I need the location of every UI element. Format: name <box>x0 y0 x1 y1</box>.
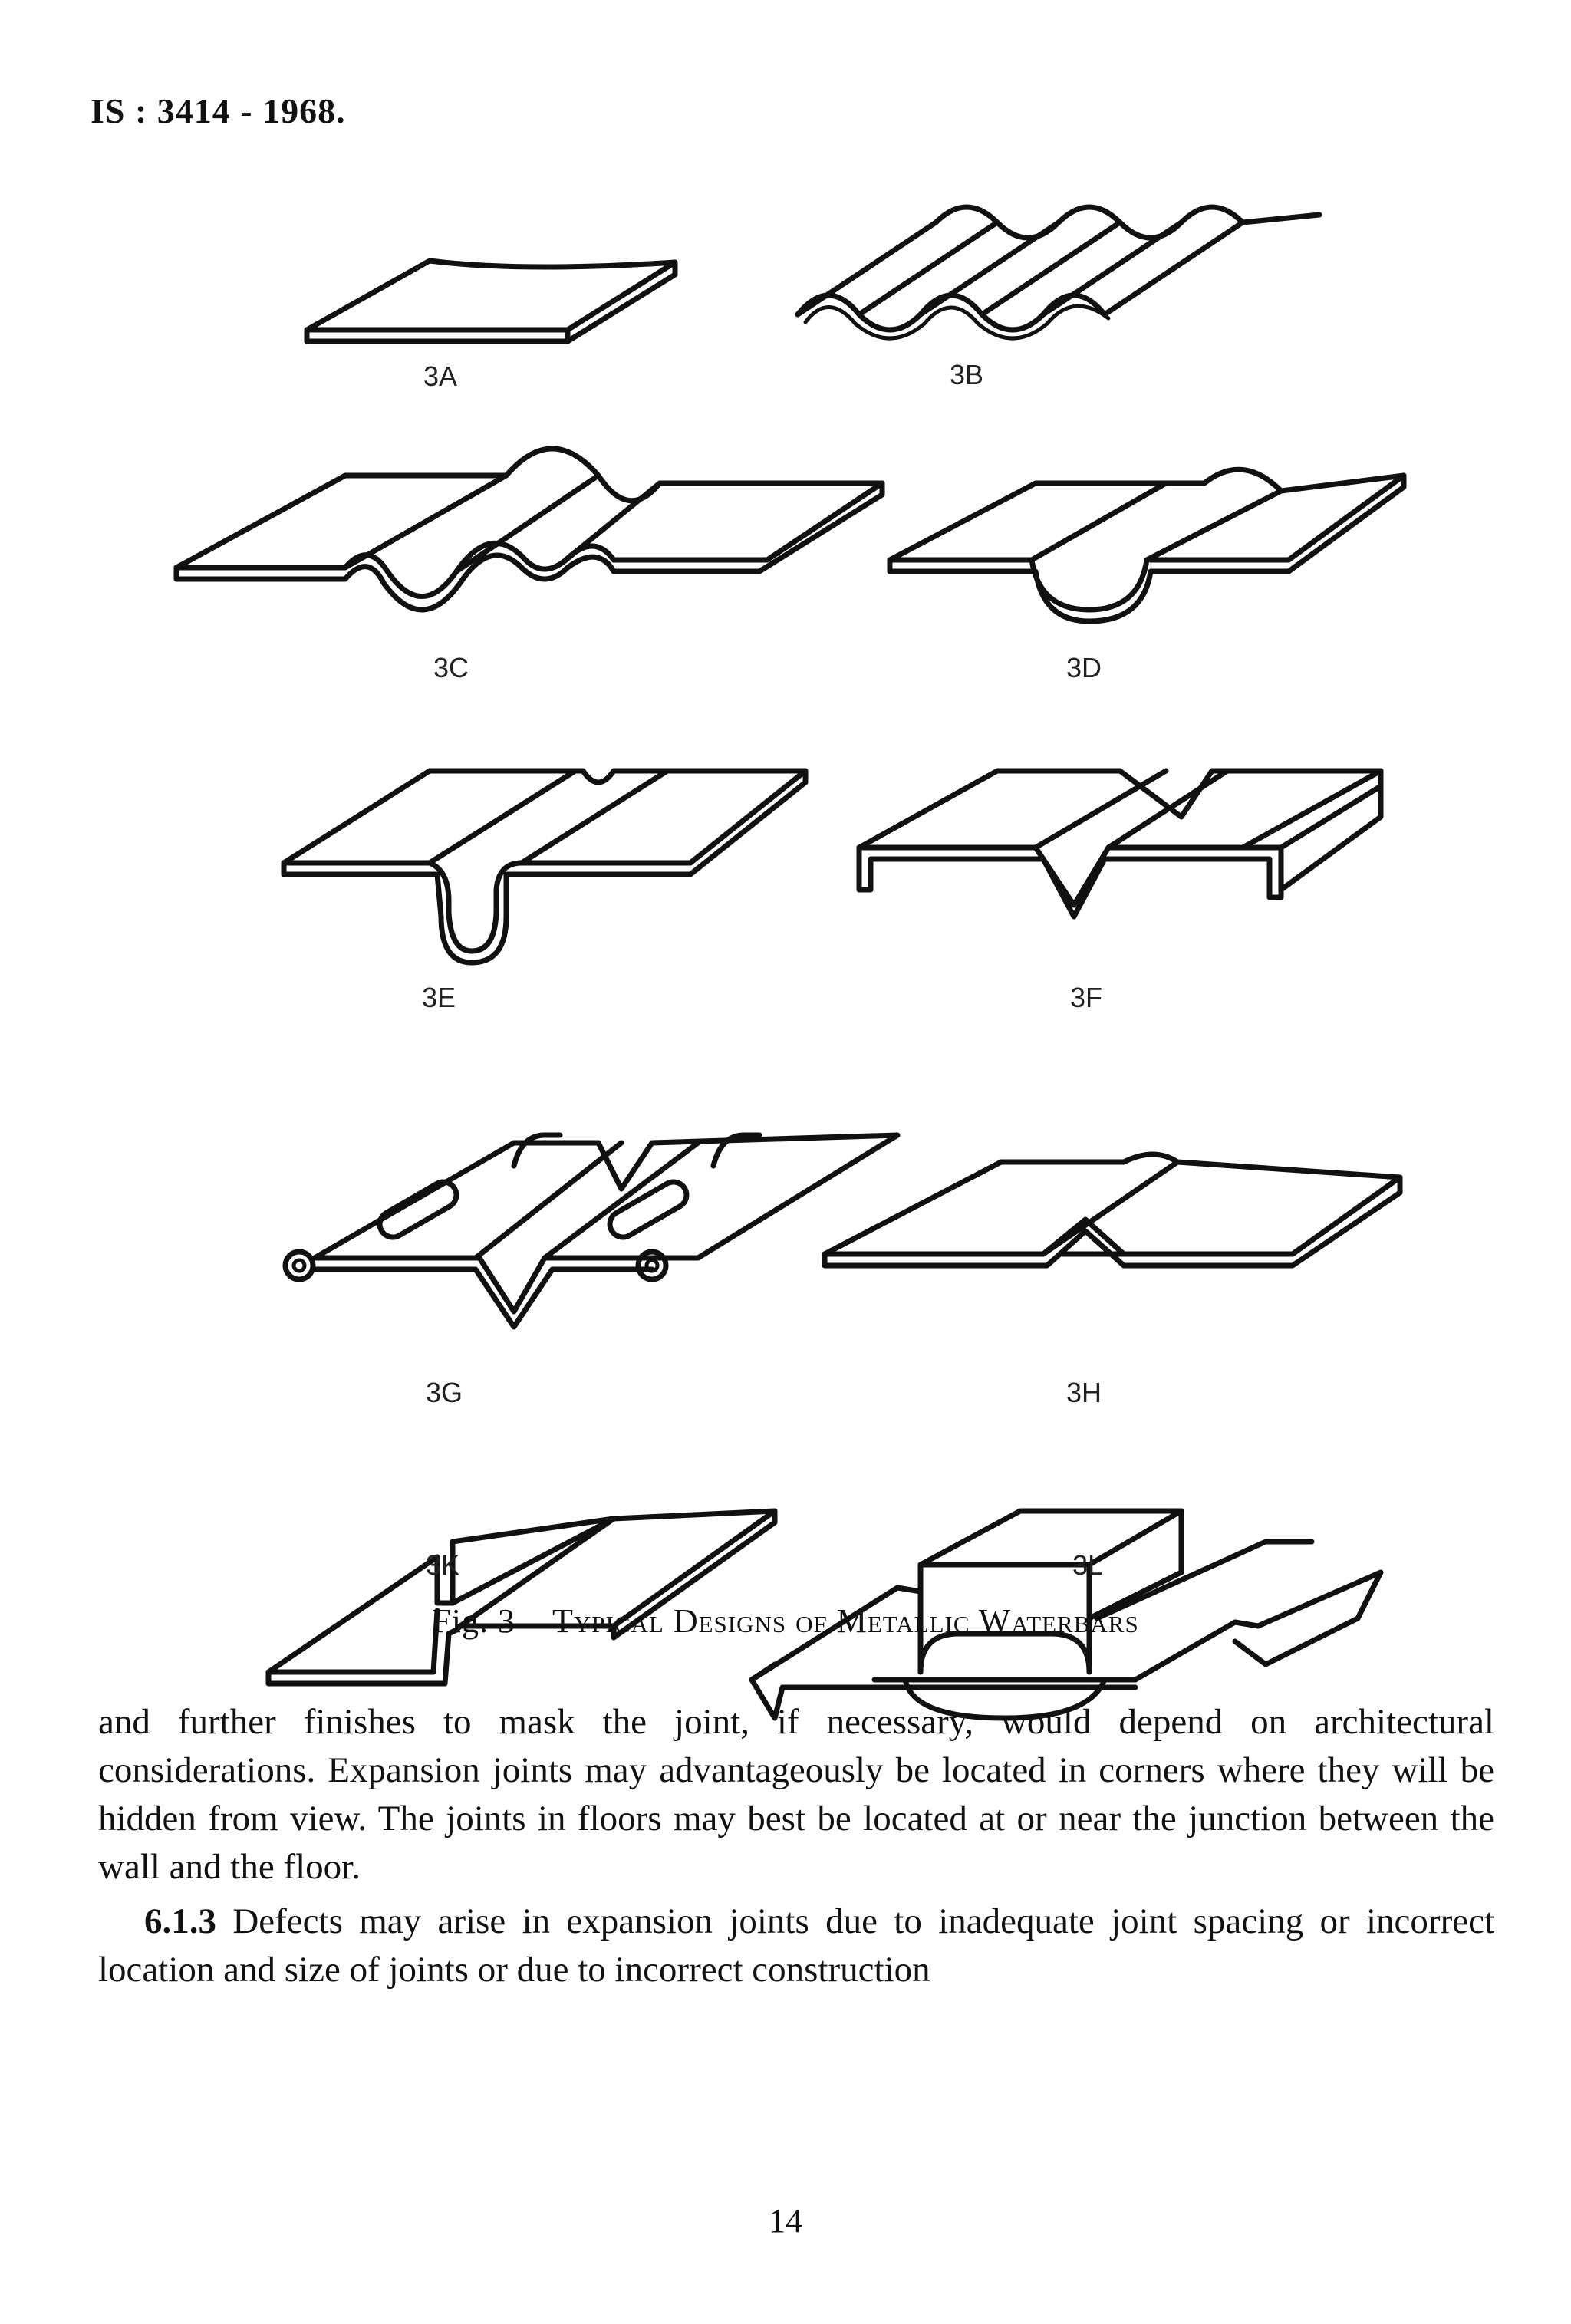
paragraph-1: and further finishes to mask the joint, if necessary, would depend on architectural considerations. Expansion joints may advantageously be located in corners where they will be hidden from view. The joints in floors may best be located at or near the junction between the wall and the floor. <box>98 1702 1494 1887</box>
figure-3h-drawing <box>817 1131 1415 1300</box>
figure-3k-drawing <box>253 1496 790 1695</box>
figure-caption <box>0 1601 1571 1641</box>
figure-number: Fig. 3 <box>432 1602 515 1640</box>
figure-3f-label: 3F <box>1070 982 1103 1013</box>
figure-3e-drawing <box>276 755 813 986</box>
figure-3c-drawing <box>169 437 905 637</box>
figure-3k-label: 3K <box>426 1549 460 1581</box>
standard-header: IS : 3414 - 1968. <box>91 91 346 130</box>
figure-3a-drawing <box>291 245 690 353</box>
paragraph-2-text: Defects may arise in expansion joints due to inadequate joint spacing or incorrect location and size of joints or due to incorrect construction <box>98 1901 1495 1990</box>
figure-3e-label: 3E <box>422 982 456 1013</box>
figure-3h-label: 3H <box>1066 1377 1102 1408</box>
figure-title: Typical Designs of Metallic Waterbars <box>552 1602 1139 1640</box>
paragraph-2 <box>98 1898 1494 1994</box>
figure-3b-label: 3B <box>950 359 984 390</box>
figure-3l-label: 3L <box>1072 1549 1104 1581</box>
figure-3c-label: 3C <box>433 652 469 683</box>
figure-3b-drawing <box>782 192 1335 337</box>
figure-3f-drawing <box>844 755 1404 940</box>
page-number: 14 <box>769 2202 802 2240</box>
figure-3d-drawing <box>882 460 1411 629</box>
figure-3a-label: 3A <box>423 360 458 392</box>
paragraph-2-number: 6.1.3 <box>144 1901 216 1941</box>
figure-3g-label: 3G <box>426 1377 463 1408</box>
figure-3d-label: 3D <box>1066 652 1102 683</box>
